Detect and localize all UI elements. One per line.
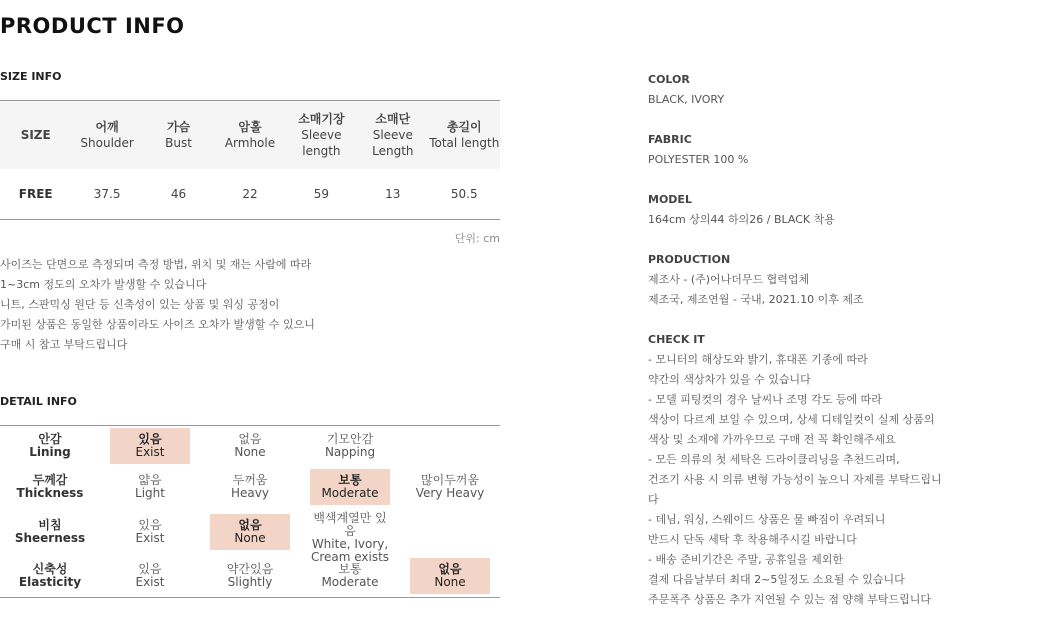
info-block-line: - 모니터의 해상도와 밝기, 휴대폰 기종에 따라 <box>648 353 868 366</box>
sleeve-hem-col-en: Sleeve Length <box>372 128 414 158</box>
total-length-col-ko: 총길이 <box>446 120 482 134</box>
info-block-line: 색상이 다르게 보일 수 있으며, 상세 디테일컷이 실제 상품의 <box>648 413 935 426</box>
info-block-line: - 데님, 워싱, 스웨이드 상품은 물 빠짐이 우려되니 <box>648 513 886 526</box>
detail-option-en: Moderate <box>321 575 379 590</box>
detail-option-cell <box>300 507 400 564</box>
detail-label-ko: 안감 <box>38 432 62 447</box>
detail-option-ko: 두꺼움 <box>232 472 268 487</box>
info-block-line: 제조사 - (주)어나더무드 협력업체 <box>648 273 810 286</box>
detail-option-cell <box>200 426 300 467</box>
detail-option-en: Slightly <box>227 575 273 590</box>
detail-option <box>210 428 290 464</box>
detail-option-ko: 기모안감 <box>326 432 374 447</box>
sleeve-hem-col-header <box>357 101 428 170</box>
detail-option <box>310 511 390 564</box>
sleeve-length-col-en: Sleeve length <box>301 128 342 158</box>
detail-option-selected <box>110 428 190 464</box>
detail-option-ko: 백색계열만 있음 <box>313 511 387 538</box>
sleeve-length-col-ko: 소매기장 <box>298 112 345 126</box>
shoulder-col-ko: 어깨 <box>95 120 119 134</box>
detail-option-en: None <box>234 530 266 545</box>
detail-label-ko: 신축성 <box>32 562 68 577</box>
detail-option <box>210 469 290 505</box>
detail-label-en: Thickness <box>16 485 84 500</box>
detail-option-ko: 약간있음 <box>226 562 274 577</box>
detail-option-cell <box>400 426 500 467</box>
info-block-heading: PRODUCTION <box>648 253 731 266</box>
detail-option-cell <box>400 556 500 597</box>
detail-option <box>310 558 390 594</box>
detail-option-cell <box>100 426 200 467</box>
detail-option <box>110 514 190 550</box>
detail-option-cell <box>200 507 300 556</box>
shoulder-col-header <box>71 101 142 170</box>
size-notes <box>0 255 315 355</box>
detail-row-label <box>0 507 100 556</box>
total-length-col-en: Total length <box>429 136 500 150</box>
detail-option-en: None <box>434 575 466 590</box>
detail-table <box>0 425 500 598</box>
info-block-line: 결제 다음날부터 최대 2~5일정도 소요될 수 있습니다 <box>648 573 905 586</box>
size-note-line: 가미된 상품은 동일한 상품이라도 사이즈 오차가 발생할 수 있으니 <box>0 318 315 331</box>
detail-option-ko: 없음 <box>238 432 262 447</box>
size-col-ko: SIZE <box>20 128 51 142</box>
detail-label-en: Elasticity <box>18 575 82 590</box>
detail-option-en: Very Heavy <box>415 485 485 500</box>
detail-option-en: Exist <box>135 575 165 590</box>
detail-row-elasticity <box>0 556 500 597</box>
detail-row-label <box>0 467 100 508</box>
info-block-line: 건조기 사용 시 의류 변형 가능성이 높으니 자제를 부탁드립니 <box>648 473 942 486</box>
detail-option-cell <box>400 467 500 508</box>
info-block-line: 색상 및 소재에 가까우므로 구매 전 꼭 확인해주세요 <box>648 433 896 446</box>
armhole-col-ko: 암홀 <box>238 120 262 134</box>
size-col-header <box>0 101 71 170</box>
bust-col-en: Bust <box>165 136 192 150</box>
page-title: PRODUCT INFO <box>0 14 185 38</box>
detail-option-selected <box>310 469 390 505</box>
detail-label-en: Lining <box>29 445 71 460</box>
size-info-heading: SIZE INFO <box>0 70 62 83</box>
sleeve-length-cell: 59 <box>313 187 330 201</box>
info-block-line: POLYESTER 100 % <box>648 153 749 166</box>
size-note-line: 사이즈는 단면으로 측정되며 측정 방법, 위치 및 재는 사람에 따라 <box>0 258 312 271</box>
size-row-free <box>0 169 500 220</box>
info-block-line: - 모델 피팅컷의 경우 날씨나 조명 각도 등에 따라 <box>648 393 882 406</box>
detail-option-en: Exist <box>135 445 165 460</box>
detail-row-thickness <box>0 467 500 508</box>
info-block-production <box>648 250 1028 310</box>
detail-row-lining <box>0 426 500 467</box>
detail-label-ko: 비침 <box>38 517 62 532</box>
detail-option-ko: 있음 <box>138 517 162 532</box>
info-block-heading: CHECK IT <box>648 333 705 346</box>
size-table-header <box>0 101 500 170</box>
info-block-line: 제조국, 제조연월 - 국내, 2021.10 이후 제조 <box>648 293 864 306</box>
detail-option-cell <box>100 467 200 508</box>
size-cell: FREE <box>18 187 53 201</box>
detail-option <box>110 469 190 505</box>
info-block-line: BLACK, IVORY <box>648 93 725 106</box>
detail-option-selected <box>210 514 290 550</box>
bust-col-ko: 가슴 <box>166 120 191 134</box>
detail-option-cell <box>100 556 200 597</box>
detail-option-en: White, Ivory, Cream exists <box>310 537 390 564</box>
sleeve-hem-cell: 13 <box>385 187 401 201</box>
shoulder-col-en: Shoulder <box>80 136 134 150</box>
shoulder-cell: 37.5 <box>93 187 121 201</box>
info-block-color <box>648 70 1028 110</box>
info-block-model <box>648 190 1028 230</box>
total-length-cell: 50.5 <box>450 187 478 201</box>
bust-cell: 46 <box>170 187 187 201</box>
detail-option-ko: 얇음 <box>138 472 162 487</box>
detail-option <box>110 558 190 594</box>
info-block-heading: COLOR <box>648 73 690 86</box>
info-block-fabric <box>648 130 1028 170</box>
info-block-line: 약간의 색상차가 있을 수 있습니다 <box>648 373 811 386</box>
product-info-column <box>648 70 1028 630</box>
size-note-line: 구매 시 참고 부탁드립니다 <box>0 338 128 351</box>
detail-option-cell <box>300 556 400 597</box>
detail-option <box>310 428 390 464</box>
info-block-line: 주문폭주 상품은 추가 지연될 수 있는 점 양해 부탁드립니다 <box>648 593 931 606</box>
size-table <box>0 100 500 220</box>
info-block-line: - 배송 준비기간은 주말, 공휴일을 제외한 <box>648 553 843 566</box>
detail-row-label <box>0 426 100 467</box>
detail-option-ko: 없음 <box>238 517 262 532</box>
detail-option-cell <box>400 507 500 556</box>
bust-col-header <box>143 101 214 170</box>
detail-row-label <box>0 556 100 597</box>
detail-label-ko: 두께감 <box>32 472 68 487</box>
size-note-line: 1~3cm 정도의 오차가 발생할 수 있습니다 <box>0 278 207 291</box>
info-block-line: 164cm 상의44 하의26 / BLACK 착용 <box>648 213 835 226</box>
info-block-line: - 모든 의류의 첫 세탁은 드라이클리닝을 추천드리며, <box>648 453 900 466</box>
sleeve-length-col-header <box>286 101 357 170</box>
detail-row-sheerness <box>0 507 500 556</box>
detail-info-heading: DETAIL INFO <box>0 395 77 408</box>
detail-option <box>410 469 490 505</box>
detail-option-cell <box>300 467 400 508</box>
detail-option-en: Exist <box>135 530 165 545</box>
size-note-line: 니트, 스판믹싱 원단 등 신축성이 있는 상품 및 워싱 공정이 <box>0 298 280 311</box>
detail-option-ko: 보통 <box>338 562 362 577</box>
detail-option-ko: 많이두꺼움 <box>421 472 479 487</box>
info-block-check-it <box>648 330 1028 610</box>
detail-option-cell <box>200 556 300 597</box>
armhole-col-en: Armhole <box>224 136 276 150</box>
detail-option-en: Moderate <box>321 485 379 500</box>
info-block-line: 다 <box>648 493 659 506</box>
detail-option-en: Light <box>135 485 165 500</box>
detail-option-ko: 있음 <box>138 562 162 577</box>
sleeve-hem-col-ko: 소매단 <box>375 112 411 126</box>
unit-label: 단위: cm <box>454 232 500 245</box>
detail-option-ko: 있음 <box>138 432 162 447</box>
armhole-col-header <box>214 101 285 170</box>
detail-option-ko: 보통 <box>338 472 362 487</box>
detail-option-cell <box>200 467 300 508</box>
detail-option-en: None <box>234 445 266 460</box>
info-block-heading: FABRIC <box>648 133 692 146</box>
info-block-heading: MODEL <box>648 193 692 206</box>
info-block-line: 반드시 단독 세탁 후 착용해주시길 바랍니다 <box>648 533 857 546</box>
detail-option-en: Heavy <box>231 485 269 500</box>
detail-option-selected <box>410 558 490 594</box>
detail-option-cell <box>300 426 400 467</box>
total-length-col-header <box>429 101 500 170</box>
detail-label-en: Sheerness <box>14 530 86 545</box>
detail-option-cell <box>100 507 200 556</box>
armhole-cell: 22 <box>242 187 258 201</box>
detail-option-en: Napping <box>324 445 376 460</box>
detail-option <box>210 558 290 594</box>
detail-option-ko: 없음 <box>438 562 462 577</box>
